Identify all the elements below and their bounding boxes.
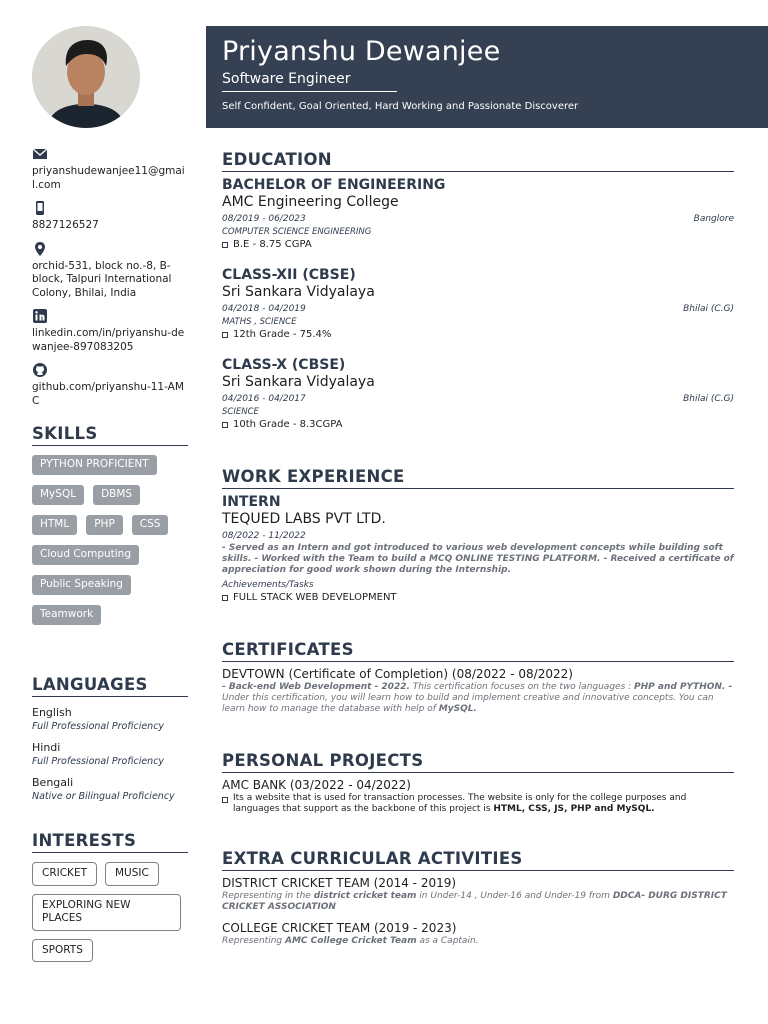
activity-description [222,936,734,947]
activity-bold: district cricket team [313,891,417,901]
achievement-item: FULL STACK WEB DEVELOPMENT [222,591,734,604]
activity-title: COLLEGE CRICKET TEAM (2019 - 2023) [222,921,457,935]
language-level: Full Professional Proficiency [32,721,165,732]
interest-chip: EXPLORING NEW PLACES [32,894,181,931]
language-level: Full Professional Proficiency [32,756,165,767]
activity-text: as a Captain. [416,936,479,946]
degree-title: CLASS-XII (CBSE) [222,267,356,283]
candidate-tagline: Self Confident, Goal Oriented, Hard Working and Passionate Discoverer [222,101,579,112]
github-icon [32,362,48,378]
resume-header [206,26,768,128]
work-dates: 08/2022 - 11/2022 [222,531,306,541]
education-result: 10th Grade - 8.3CGPA [222,418,734,431]
skill-chip: PYTHON PROFICIENT [32,455,157,475]
interest-chip: SPORTS [32,939,93,963]
project-description [222,793,734,815]
school-name: AMC Engineering College [222,194,399,210]
work-item [222,494,734,604]
activity-bold: AMC College Cricket Team [284,936,417,946]
work-heading: WORK EXPERIENCE [222,467,734,489]
skill-chip: HTML [32,515,77,535]
activity-item [222,876,734,913]
education-heading: EDUCATION [222,150,734,172]
cert-desc-text-1: This certification focuses on the two languages : [409,682,635,692]
education-place: Banglore [693,214,734,224]
job-title: INTERN [222,494,281,510]
github-text[interactable]: github.com/priyanshu-11-AMC [32,381,184,407]
language-item [32,741,188,768]
education-item [222,357,734,431]
skill-chip: DBMS [93,485,140,505]
education-dates: 04/2016 - 04/2017 [222,394,306,404]
email-text[interactable]: priyanshudewanjee11@gmail.com [32,165,185,191]
profile-photo [32,26,140,128]
certificates-heading: CERTIFICATES [222,640,734,662]
candidate-name: Priyanshu Dewanjee [222,36,501,67]
education-result: B.E - 8.75 CGPA [222,238,734,251]
contact-github [32,362,188,408]
education-field: SCIENCE [222,407,259,417]
skill-chip: Cloud Computing [32,545,139,565]
cert-desc-bold-3: MySQL. [438,704,477,714]
activities-heading: EXTRA CURRICULAR ACTIVITIES [222,849,734,871]
project-item [222,778,734,815]
education-dates: 08/2019 - 06/2023 [222,214,306,224]
degree-title: BACHELOR OF ENGINEERING [222,177,446,193]
certificate-description [222,682,734,715]
education-meta [222,213,734,226]
education-dates: 04/2018 - 04/2019 [222,304,306,314]
activity-text: Representing [222,936,285,946]
skill-chip: MySQL [32,485,84,505]
phone-icon [32,200,48,216]
certificate-item [222,667,734,715]
skills-heading: SKILLS [32,424,188,446]
language-item [32,776,188,803]
education-meta [222,303,734,316]
education-result: 12th Grade - 75.4% [222,328,734,341]
main-content [222,150,734,947]
contact-email [32,146,188,192]
sidebar [32,26,188,962]
project-desc-bold: HTML, CSS, JS, PHP and MySQL. [493,804,655,814]
cert-desc-text-2: Under this certification, you will learn how to build and implement creative and innovative concepts. You can learn how to manage the database with help of [222,693,714,714]
education-item [222,177,734,251]
linkedin-text[interactable]: linkedin.com/in/priyanshu-dewanjee-897083205 [32,327,185,353]
work-meta [222,530,734,543]
cert-desc-bold-1: - Back-end Web Development - 2022. [222,682,410,692]
address-text: orchid-531, block no.-8, B-block, Talpuri International Colony, Bhilai, India [32,259,172,299]
achievements-label: Achievements/Tasks [222,580,314,590]
language-name: English [32,706,72,719]
language-name: Hindi [32,741,61,754]
education-item [222,267,734,341]
education-field: MATHS , SCIENCE [222,317,297,327]
project-title: AMC BANK (03/2022 - 04/2022) [222,778,411,792]
school-name: Sri Sankara Vidyalaya [222,374,375,390]
certificate-title: DEVTOWN (Certificate of Completion) (08/2022 - 08/2022) [222,667,573,681]
projects-heading: PERSONAL PROJECTS [222,751,734,773]
language-item [32,706,188,733]
interest-chip: CRICKET [32,862,97,886]
skills-list [32,455,188,625]
activity-bold: DDCA- DURG DISTRICT CRICKET ASSOCIATION [222,891,727,912]
school-name: Sri Sankara Vidyalaya [222,284,375,300]
contact-phone [32,200,188,233]
cert-desc-bold-2: PHP and PYTHON. - [634,682,733,692]
languages-heading: LANGUAGES [32,675,188,697]
activity-text: Representing in the [222,891,314,901]
education-place: Bhilai (C.G) [683,304,734,314]
education-field: COMPUTER SCIENCE ENGINEERING [222,227,372,237]
phone-text: 8827126527 [32,219,99,231]
email-icon [32,146,48,162]
work-description: - Served as an Intern and got introduced to various web development concepts while building soft skills. - Worked with the Team to build a MCQ ONLINE TESTING PLATFORM. - Received a certificate of appreciation for good work shown during the Internship. [222,543,734,575]
interest-chip: MUSIC [105,862,159,886]
activity-item [222,921,734,947]
contact-linkedin [32,308,188,354]
languages-list [32,706,188,803]
interests-list [32,862,188,962]
education-place: Bhilai (C.G) [683,394,734,404]
degree-title: CLASS-X (CBSE) [222,357,346,373]
location-pin-icon [32,241,48,257]
language-level: Native or Bilingual Proficiency [32,791,175,802]
education-meta [222,393,734,406]
skill-chip: Teamwork [32,605,101,625]
language-name: Bengali [32,776,74,789]
contact-address [32,241,188,301]
activity-title: DISTRICT CRICKET TEAM (2014 - 2019) [222,876,457,890]
skill-chip: PHP [86,515,123,535]
interests-heading: INTERESTS [32,831,188,853]
skill-chip: CSS [132,515,169,535]
avatar [32,26,140,128]
company-name: TEQUED LABS PVT LTD. [222,511,386,527]
activity-text: in Under-14 , Under-16 and Under-19 from [416,891,613,901]
activity-description [222,891,734,913]
skill-chip: Public Speaking [32,575,131,595]
linkedin-icon [32,308,48,324]
candidate-role: Software Engineer [222,70,397,92]
project-desc-text: Its a website that is used for transaction processes. The website is only for the college purposes and languages that support as the backbone of this project is [233,793,687,814]
